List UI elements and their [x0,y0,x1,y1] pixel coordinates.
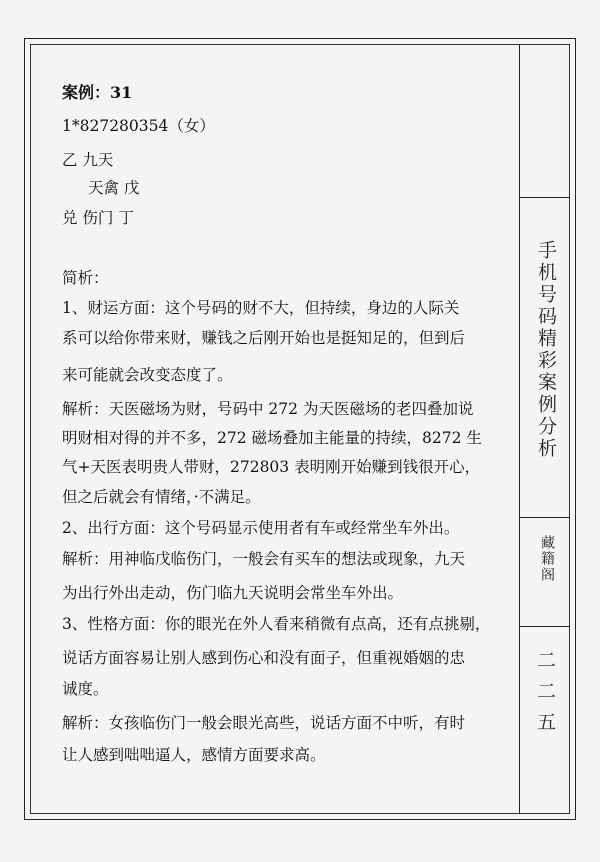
page-number: 二二五 [534,650,556,743]
analysis-heading: 简析： [62,269,109,287]
paragraph-line: 解析：天医磁场为财，号码中 272 为天医磁场的老四叠加说 [62,400,474,418]
sidebar-rule-top [519,197,570,198]
sidebar-book-title: 手机号码精彩案例分析 [535,240,557,460]
chart-line-1: 乙 九天 [62,151,114,169]
paragraph-line: 说话方面容易让别人感到伤心和没有面子，但重视婚姻的忠 [62,649,466,667]
sidebar-rule-bottom [519,626,570,627]
chart-line-3: 兑 伤门 丁 [62,209,134,227]
sidebar-rule-middle [519,517,570,518]
paragraph-line: 系可以给你带来财，赚钱之后刚开始也是挺知足的，但到后 [62,329,466,347]
paragraph-line: 解析：女孩临伤门一般会眼光高些，说话方面不中听，有时 [62,714,466,732]
paragraph-line: 来可能就会改变态度了。 [62,366,233,384]
chart-line-2: 天禽 戊 [88,179,140,197]
paragraph-line: 3、性格方面：你的眼光在外人看来稍微有点高，还有点挑剔， [62,615,491,633]
case-title: 案例：31 [62,83,133,102]
paragraph-line: 为出行外出走动，伤门临九天说明会常坐车外出。 [62,584,404,602]
paragraph-line: 但之后就会有情绪，·不满足。 [62,488,261,506]
paragraph-line: 1、财运方面：这个号码的财不大，但持续，身边的人际关 [62,299,460,317]
phone-number: 1*827280354（女） [62,117,215,135]
sidebar-brand: 藏籍阁 [539,535,555,583]
paragraph-line: 让人感到咄咄逼人，感情方面要求高。 [62,746,326,764]
paragraph-line: 诚度。 [62,680,109,698]
paragraph-line: 2、出行方面：这个号码显示使用者有车或经常坐车外出。 [62,519,460,537]
paragraph-line: 解析：用神临戊临伤门，一般会有买车的想法或现象，九天 [62,550,466,568]
paragraph-line: 明财相对得的并不多，272 磁场叠加主能量的持续，8272 生 [62,429,482,447]
sidebar-divider [519,44,520,814]
paragraph-line: 气+天医表明贵人带财，272803 表明刚开始赚到钱很开心， [62,458,481,476]
